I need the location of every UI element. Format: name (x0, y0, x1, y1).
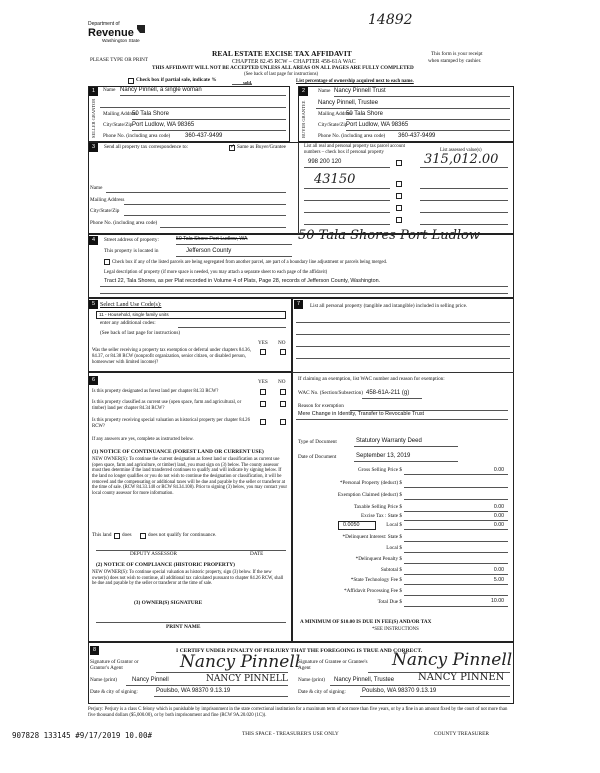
notice-compliance-title: (2) NOTICE OF COMPLIANCE (HISTORIC PROPERTY) (96, 562, 235, 568)
buyer-phone-value[interactable]: 360-437-9499 (398, 133, 436, 139)
taxable-selling-value[interactable]: 0.00 (493, 504, 504, 510)
forest-land-question: Is this property designated as forest land per chapter 84.33 RCW? (92, 389, 219, 394)
deputy-date-label: DATE (250, 551, 264, 557)
section-7-divider (292, 372, 514, 373)
correspondence-city-line (124, 215, 286, 216)
doc-type-value[interactable]: Statutory Warranty Deed (356, 438, 422, 444)
doc-date-value[interactable]: September 13, 2019 (356, 453, 411, 459)
legal-line-2 (100, 293, 508, 294)
historic-question: Is this property receiving special valuation as historical property per chapter 84.26 RCW? (92, 418, 250, 429)
section5-yes-checkbox[interactable] (260, 349, 266, 355)
personal-property-checkbox-3[interactable] (396, 193, 402, 199)
forest-yes-checkbox[interactable] (260, 389, 266, 395)
county-value[interactable]: Jefferson County (186, 248, 232, 254)
legal-description-label: Legal description of property (if more space is needed, you may attach a separate sheet to each page of the affidavit) (104, 270, 328, 275)
personal-property-line-2 (296, 334, 510, 335)
delinquent-interest-local-line (404, 552, 508, 553)
handwritten-document-number: 14892 (368, 12, 413, 28)
seller-side-label: SELLER GRANTOR (91, 98, 96, 138)
form-see-back: (See back of last page for instructions) (244, 72, 319, 77)
claim-exemption-label: If claiming an exemption, list WAC number and reason for exemption: (298, 376, 445, 382)
grantor-date-value[interactable]: Poulsbo, WA 98370 9.13.19 (156, 688, 231, 694)
personal-deduct-line (404, 487, 508, 488)
correspondence-mailing-label: Mailing Address (90, 197, 125, 203)
grantor-print-line (126, 685, 288, 686)
assessed-line-3 (420, 200, 508, 201)
assessed-line-5 (420, 224, 508, 225)
buyer-mailing-line (346, 119, 510, 120)
receipt-note-1: This form is your receipt (431, 51, 483, 57)
washington-state-icon (136, 24, 146, 34)
personal-property-checkbox-5[interactable] (396, 217, 402, 223)
section-5-number: 5 (89, 300, 98, 309)
section-8-number: 8 (90, 646, 99, 655)
subtotal-value[interactable]: 0.00 (493, 567, 504, 573)
total-due-value[interactable]: 10.00 (491, 598, 504, 604)
same-as-buyer-checkbox[interactable]: ✓ (230, 144, 236, 150)
total-due-label: Total Due $ (377, 599, 402, 605)
delinquent-penalty-label: *Delinquent Penalty $ (355, 556, 402, 562)
grantor-date-label: Date & city of signing: (90, 689, 138, 695)
grantor-signature-label: Signature of Grantor or Grantor's Agent (90, 659, 139, 672)
grantor-print-value[interactable]: Nancy Pinnell (132, 677, 169, 683)
processing-fee-label: *Affidavit Processing Fee $ (344, 588, 402, 594)
section-7-number: 7 (294, 300, 303, 309)
buyer-name-label: Name (318, 88, 331, 94)
seller-city-label: City/State/Zip (103, 122, 133, 128)
located-in-label: This property is located in (104, 248, 159, 254)
parcel-line-3 (304, 200, 390, 201)
excise-local-value[interactable]: 0.00 (493, 522, 504, 528)
grantee-signature-label: Signature of Grantee or Grantee's Agent (298, 659, 368, 672)
land-use-select[interactable] (96, 311, 286, 319)
parcel-line-1 (304, 167, 390, 168)
excise-state-label: Excise Tax : State $ (360, 513, 402, 519)
grantor-print-handwritten: NANCY PINNELL (206, 674, 288, 684)
correspondence-city-label: City/State/Zip (90, 208, 120, 214)
parcel-line-2 (304, 188, 390, 189)
seller-city-line (132, 130, 286, 131)
assessed-line-2 (420, 188, 508, 189)
reason-label: Reason for exemption (298, 403, 344, 409)
legal-line-1 (100, 286, 508, 287)
buyer-city-label: City/State/Zip (318, 122, 348, 128)
buyer-phone-label: Phone No. (including area code) (318, 133, 386, 139)
grantee-signature: Nancy Pinnell (392, 650, 513, 670)
segregated-checkbox[interactable] (104, 259, 110, 265)
seller-name-line (120, 95, 286, 96)
dor-logo (88, 22, 140, 44)
grantee-print-line (330, 685, 510, 686)
doc-type-line (354, 446, 458, 447)
gross-selling-label: Gross Selling Price $ (358, 467, 402, 473)
correspondence-name-label: Name (90, 185, 103, 191)
delinquent-penalty-line (404, 563, 508, 564)
please-type-print: PLEASE TYPE OR PRINT (90, 57, 148, 63)
minimum-due-note: A MINIMUM OF $10.00 IS DUE IN FEE(S) AND/OR TAX (300, 619, 432, 625)
same-as-buyer-label: Same as Buyer/Grantee (237, 144, 286, 150)
if-yes-instructions: If any answers are yes, complete as instructed below. (92, 437, 194, 442)
legal-description-value[interactable]: Tract 22, Tala Shores, as per Plat recorded in Volume 4 of Plats, Page 28, records of Jefferson County, Washington. (104, 278, 381, 284)
seller-phone-label: Phone No. (including area code) (103, 133, 171, 139)
processing-fee-line (404, 595, 508, 596)
gross-selling-line (404, 474, 508, 475)
personal-property-line-1 (296, 322, 510, 323)
buyer-name2-line (316, 108, 510, 109)
logo-agency-main: Revenue (88, 26, 134, 39)
perjury-notice: Perjury: Perjury is a class C felony which is punishable by imprisonment in the state correctional institution for a maximum term of not more than five years, or by a fine in an amount fixed by the court of not more than five thousand dollars ($5,000.00), or by both imprisonment and fine (RCW 9A.20.020 (1C)). (88, 707, 508, 718)
handwritten-parcel: 43150 (314, 172, 356, 187)
personal-property-line-3 (296, 346, 510, 347)
doc-date-label: Date of Document (298, 454, 337, 460)
delinquent-interest-local-label: Local $ (386, 545, 402, 551)
form-subtitle: CHAPTER 82.45 RCW – CHAPTER 458-61A WAC (232, 59, 356, 65)
buyer-mailing-value[interactable]: 50 Tala Shore (346, 111, 383, 117)
grantee-print-value[interactable]: Nancy Pinnell, Trustee (334, 677, 395, 683)
doc-type-label: Type of Document (298, 439, 337, 445)
excise-local-label: Local $ (386, 522, 402, 528)
personal-property-checkbox-4[interactable] (396, 205, 402, 211)
grantor-date-line (154, 696, 288, 697)
additional-codes-line (178, 327, 286, 328)
form-title: REAL ESTATE EXCISE TAX AFFIDAVIT (212, 49, 352, 58)
personal-deduct-label: *Personal Property (deduct) $ (339, 480, 402, 486)
section5-no-checkbox[interactable] (280, 349, 286, 355)
land-use-see-back: (See back of last page for instructions) (100, 330, 181, 336)
handwritten-assessed-value: 315,012.00 (424, 152, 499, 167)
logo-agency-sub: Washington State (102, 38, 140, 44)
street-address-struck: 50 Tala Shore Port Ludlow, WA (176, 236, 248, 242)
historic-yes-checkbox[interactable] (260, 419, 266, 425)
personal-property-line-4 (296, 358, 510, 359)
form-warning: THIS AFFIDAVIT WILL NOT BE ACCEPTED UNLESS ALL AREAS ON ALL PAGES ARE FULLY COMPLETED (152, 65, 414, 71)
current-use-no-checkbox[interactable] (280, 401, 286, 407)
buyer-name-line (334, 96, 510, 97)
segregated-label: Check box if any of the listed parcels are being segregated from another parcel, are part of a boundary line adjustment or parcels being merged. (112, 260, 388, 265)
seller-name-line-2 (100, 107, 286, 108)
ownership-label: List percentage of ownership acquired next to each name. (296, 79, 414, 84)
wac-line (362, 398, 422, 399)
section-3-number: 3 (89, 143, 98, 152)
current-use-question: Is this property classified as current use (open space, farm and agricultural, or timber) land per chapter 84.34 RCW? (92, 400, 242, 411)
section-3-divider (298, 142, 299, 234)
street-address-label: Street address of property: (104, 237, 159, 243)
section-6-number: 6 (89, 376, 98, 385)
land-use-title: Select Land Use Code(s): (100, 302, 162, 308)
total-due-line (404, 606, 508, 607)
partial-sale-label: Check box if partial sale, indicate % (136, 77, 217, 83)
exemption-deduct-line (404, 499, 508, 500)
seller-mailing-line (132, 119, 286, 120)
delinquent-interest-state-label: *Delinquent Interest: State $ (342, 534, 402, 540)
deputy-assessor-label: DEPUTY ASSESSOR (130, 551, 177, 557)
correspondence-name-line (106, 192, 286, 193)
seller-name-label: Name (103, 87, 116, 93)
grantor-signature-line (156, 672, 288, 673)
subtotal-line (404, 574, 508, 575)
notice-continuance-text: NEW OWNER(S): To continue the current designation as forest land or classification as current use (open space, farm and agriculture, or timber) land, you must sign on (3) below. The county assessor must then determine if the land transferred continues to qualify and will indicate by signing below. If the land no longer qualifies or you do not wish to continue the designation or classification, it will be removed and the compensating or additional taxes will be due and payable by the seller or transferor at the time of sale. (RCW 84.33.140 or RCW 84.34.108). Prior to signing (3) below, you may contact your local county assessor for more information. (92, 457, 288, 496)
tech-fee-label: *State Technology Fee $ (350, 577, 402, 583)
subtotal-label: Subtotal $ (380, 567, 402, 573)
see-instructions-note: *SEE INSTRUCTIONS (372, 627, 419, 632)
wac-value[interactable]: 458-61A-211 (g) (366, 390, 410, 396)
exemption-deduct-label: Exemption Claimed (deduct) $ (337, 492, 402, 498)
personal-property-checkbox-2[interactable] (396, 181, 402, 187)
treasurer-use-label: THIS SPACE - TREASURER'S USE ONLY (242, 731, 339, 737)
seller-city-value[interactable]: Port Ludlow, WA 98365 (132, 122, 195, 128)
logo-agency-top: Department of (88, 21, 120, 27)
doc-date-line (354, 461, 458, 462)
current-use-yes-checkbox[interactable] (260, 401, 266, 407)
grantee-date-line (360, 696, 510, 697)
local-rate-value: 0.0050 (343, 522, 360, 528)
section-1-number: 1 (89, 87, 98, 96)
land-use-code-value: 11 - Household, single family units (99, 312, 169, 317)
buyer-name2-value[interactable]: Nancy Pinnell, Trustee (318, 100, 379, 106)
treasurer-stamp: 907828 133145 #9/17/2019 10.00# (12, 731, 152, 740)
parcel-number-value[interactable]: 998 200 120 (308, 159, 342, 165)
send-correspondence-label: Send all property tax correspondence to: (104, 144, 188, 150)
grantee-print-handwritten: NANCY PINNEN (418, 672, 505, 683)
section-2-number: 2 (299, 87, 308, 96)
forest-no-checkbox[interactable] (280, 389, 286, 395)
section6-yes-header: YES (258, 379, 268, 385)
correspondence-phone-label: Phone No. (including area code) (90, 220, 158, 226)
buyer-city-value[interactable]: Port Ludlow, WA 98365 (346, 122, 409, 128)
buyer-mailing-label: Mailing Address (318, 111, 353, 117)
grantee-print-label: Name (print) (298, 677, 325, 683)
additional-codes-label: enter any additional codes: (100, 320, 156, 326)
parcel-header: List all real and personal property tax parcel account numbers – check box if personal property (304, 144, 405, 155)
assessed-line-1 (420, 167, 508, 168)
excise-state-value[interactable]: 0.00 (493, 513, 504, 519)
receipt-note-2: when stamped by cashier. (428, 58, 482, 64)
correspondence-phone-line (160, 227, 286, 228)
notice-compliance-text: NEW OWNER(S): To continue special valuation as historic property, sign (3) below. If the new owner(s) does not wish to continue, all additional tax calculated pursuant to chapter 84.26 RCW, shall be due and payable by the seller or transferor at the time of sale. (92, 570, 284, 587)
grantor-signature: Nancy Pinnell (180, 652, 301, 672)
exemption-question: Was the seller receiving a property tax exemption or deferral under chapters 84.36, 84.37, or 84.38 RCW (nonprofit organization, senior citizen, or disabled person, homeowner with limited income)? (92, 348, 251, 365)
grantee-date-value[interactable]: Poulsbo, WA 98370 9.13.19 (362, 688, 437, 694)
section5-no-header: NO (278, 340, 286, 346)
buyer-side-label: BUYER GRANTEE (301, 100, 306, 138)
gross-selling-value[interactable]: 0.00 (493, 467, 504, 473)
buyer-name-value[interactable]: Nancy Pinnell Trust (334, 88, 386, 94)
partial-sale-checkbox[interactable] (128, 78, 134, 84)
section-4-number: 4 (89, 236, 98, 245)
parcel-line-4 (304, 212, 390, 213)
seller-name-value[interactable]: Nancy Pinnell, a single woman (120, 87, 202, 93)
seller-mailing-label: Mailing Address (103, 111, 138, 117)
seller-mailing-value[interactable]: 50 Tala Shore (132, 111, 169, 117)
delinquent-interest-state-line (404, 541, 508, 542)
owner-signature-label: (3) OWNER(S) SIGNATURE (134, 600, 203, 606)
excise-state-line (404, 520, 508, 521)
reason-value[interactable]: Mere Change in Identity, Transfer to Revocable Trust (298, 411, 425, 417)
county-treasurer-label: COUNTY TREASURER (434, 731, 489, 737)
buyer-city-line (346, 130, 510, 131)
correspondence-mailing-line (124, 204, 286, 205)
certify-statement: I CERTIFY UNDER PENALTY OF PERJURY THAT THE FOREGOING IS TRUE AND CORRECT. (176, 648, 423, 654)
county-line (176, 256, 292, 257)
assessed-header: List assessed value(s) (440, 148, 482, 153)
taxable-selling-label: Taxable Selling Price $ (353, 504, 402, 510)
does-qualify-checkbox[interactable] (114, 533, 120, 539)
personal-property-text: List all personal property (tangible and intangible) included in selling price. (310, 303, 468, 309)
personal-property-checkbox-1[interactable] (396, 160, 402, 166)
sold-label: sold. (243, 80, 253, 85)
does-not-qualify-label: does not qualify for continuance. (148, 532, 217, 538)
handwritten-street-address: 50 Tala Shores Port Ludlow (298, 228, 480, 243)
grantor-print-label: Name (print) (90, 677, 117, 683)
print-name-label: PRINT NAME (166, 624, 201, 630)
grantee-date-label: Date & city of signing: (298, 689, 346, 695)
parcel-line-5 (304, 224, 390, 225)
street-address-line (176, 244, 292, 245)
does-not-qualify-checkbox[interactable] (140, 533, 146, 539)
notice-continuance-title: (1) NOTICE OF CONTINUANCE (FOREST LAND OR CURRENT USE) (92, 449, 264, 455)
reason-line-2 (296, 419, 508, 420)
section6-no-header: NO (278, 379, 286, 385)
historic-no-checkbox[interactable] (280, 419, 286, 425)
this-land-label: This land (92, 532, 112, 538)
print-name-line (96, 622, 286, 623)
tech-fee-value[interactable]: 5.00 (493, 577, 504, 583)
section5-yes-header: YES (258, 340, 268, 346)
tech-fee-line (404, 584, 508, 585)
excise-local-line (404, 529, 508, 530)
taxable-selling-line (404, 511, 508, 512)
does-label: does (122, 532, 132, 538)
local-rate-box[interactable] (338, 521, 376, 530)
seller-phone-value[interactable]: 360-437-9499 (185, 133, 223, 139)
assessed-line-4 (420, 212, 508, 213)
wac-label: WAC No. (Section/Subsection) (298, 390, 363, 396)
